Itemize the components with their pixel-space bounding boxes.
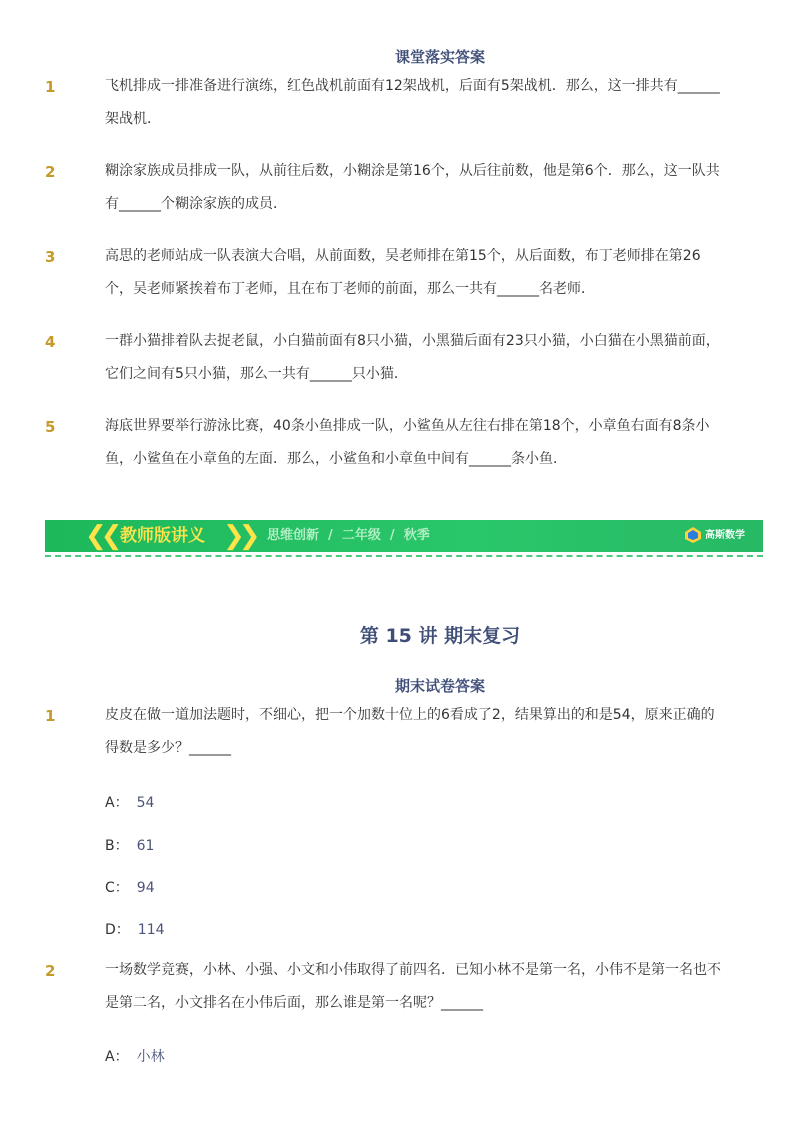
brand-logo	[684, 525, 745, 547]
option-label: D：	[105, 922, 130, 938]
chevron-left-icon: ❮❮	[85, 521, 117, 551]
option-b	[105, 835, 154, 855]
question-text: 糊涂家族成员排成一队，从前往后数，小糊涂是第16个，从后往前数，他是第6个．那么，这一队共有______个糊涂家族的成员．	[105, 163, 720, 212]
option-label: A：	[105, 1049, 129, 1065]
question-text: 高思的老师站成一队表演大合唱，从前面数，吴老师排在第15个，从后面数，布丁老师排在第26个，吴老师紧挨着布丁老师，且在布丁老师的前面，那么一共有______名老师．	[105, 248, 701, 297]
question-number: 4	[45, 333, 56, 351]
option-a	[105, 1046, 165, 1066]
question-text: 一群小猫排着队去捉老鼠，小白猫前面有8只小猫，小黑猫后面有23只小猫，小白猫在小黑猫前面，它们之间有5只小猫，那么一共有______只小猫．	[105, 333, 720, 382]
option-value: 小林	[136, 1049, 165, 1065]
question-number: 5	[45, 418, 56, 436]
header-banner	[45, 520, 763, 552]
chevron-right-icon: ❯❯	[223, 521, 255, 551]
option-value: 61	[136, 838, 155, 854]
option-c	[105, 877, 155, 897]
option-label: C：	[105, 880, 129, 896]
question-text: 一场数学竞赛，小林、小强、小文和小伟取得了前四名．已知小林不是第一名，小伟不是第一名也不是第二名，小文排名在小伟后面，那么谁是第一名呢？______	[105, 962, 721, 1011]
question-number: 3	[45, 248, 56, 266]
question-number: 1	[45, 78, 56, 96]
question-text: 皮皮在做一道加法题时，不细心，把一个加数十位上的6看成了2，结果算出的和是54，原来正确的得数是多少？______	[105, 707, 715, 756]
question-number: 2	[45, 962, 56, 980]
banner-subtitle: 思维创新 / 二年级 / 秋季	[267, 528, 430, 543]
option-d	[105, 919, 165, 939]
banner-title: 教师版讲义	[120, 526, 205, 546]
divider	[45, 555, 763, 557]
option-a	[105, 792, 154, 812]
option-label: B：	[105, 838, 129, 854]
question-text: 海底世界要举行游泳比赛，40条小鱼排成一队，小鲨鱼从左往右排在第18个，小章鱼右面有8条小鱼，小鲨鱼在小章鱼的左面．那么，小鲨鱼和小章鱼中间有______条小鱼．	[105, 418, 710, 467]
question-number: 2	[45, 163, 56, 181]
option-value: 54	[136, 795, 155, 811]
section-title: 期末试卷答案	[394, 677, 485, 695]
question-text: 飞机排成一排准备进行演练，红色战机前面有12架战机，后面有5架战机．那么，这一排共有______架战机．	[105, 78, 720, 127]
lecture-title: 第 15 讲 期末复习	[359, 625, 521, 647]
option-value: 94	[136, 880, 155, 896]
option-label: A：	[105, 795, 129, 811]
question-number: 1	[45, 707, 56, 725]
section-title: 课堂落实答案	[394, 48, 485, 66]
logo-icon	[684, 526, 702, 544]
logo-text: 高斯数学	[705, 530, 745, 541]
option-value: 114	[137, 922, 165, 938]
